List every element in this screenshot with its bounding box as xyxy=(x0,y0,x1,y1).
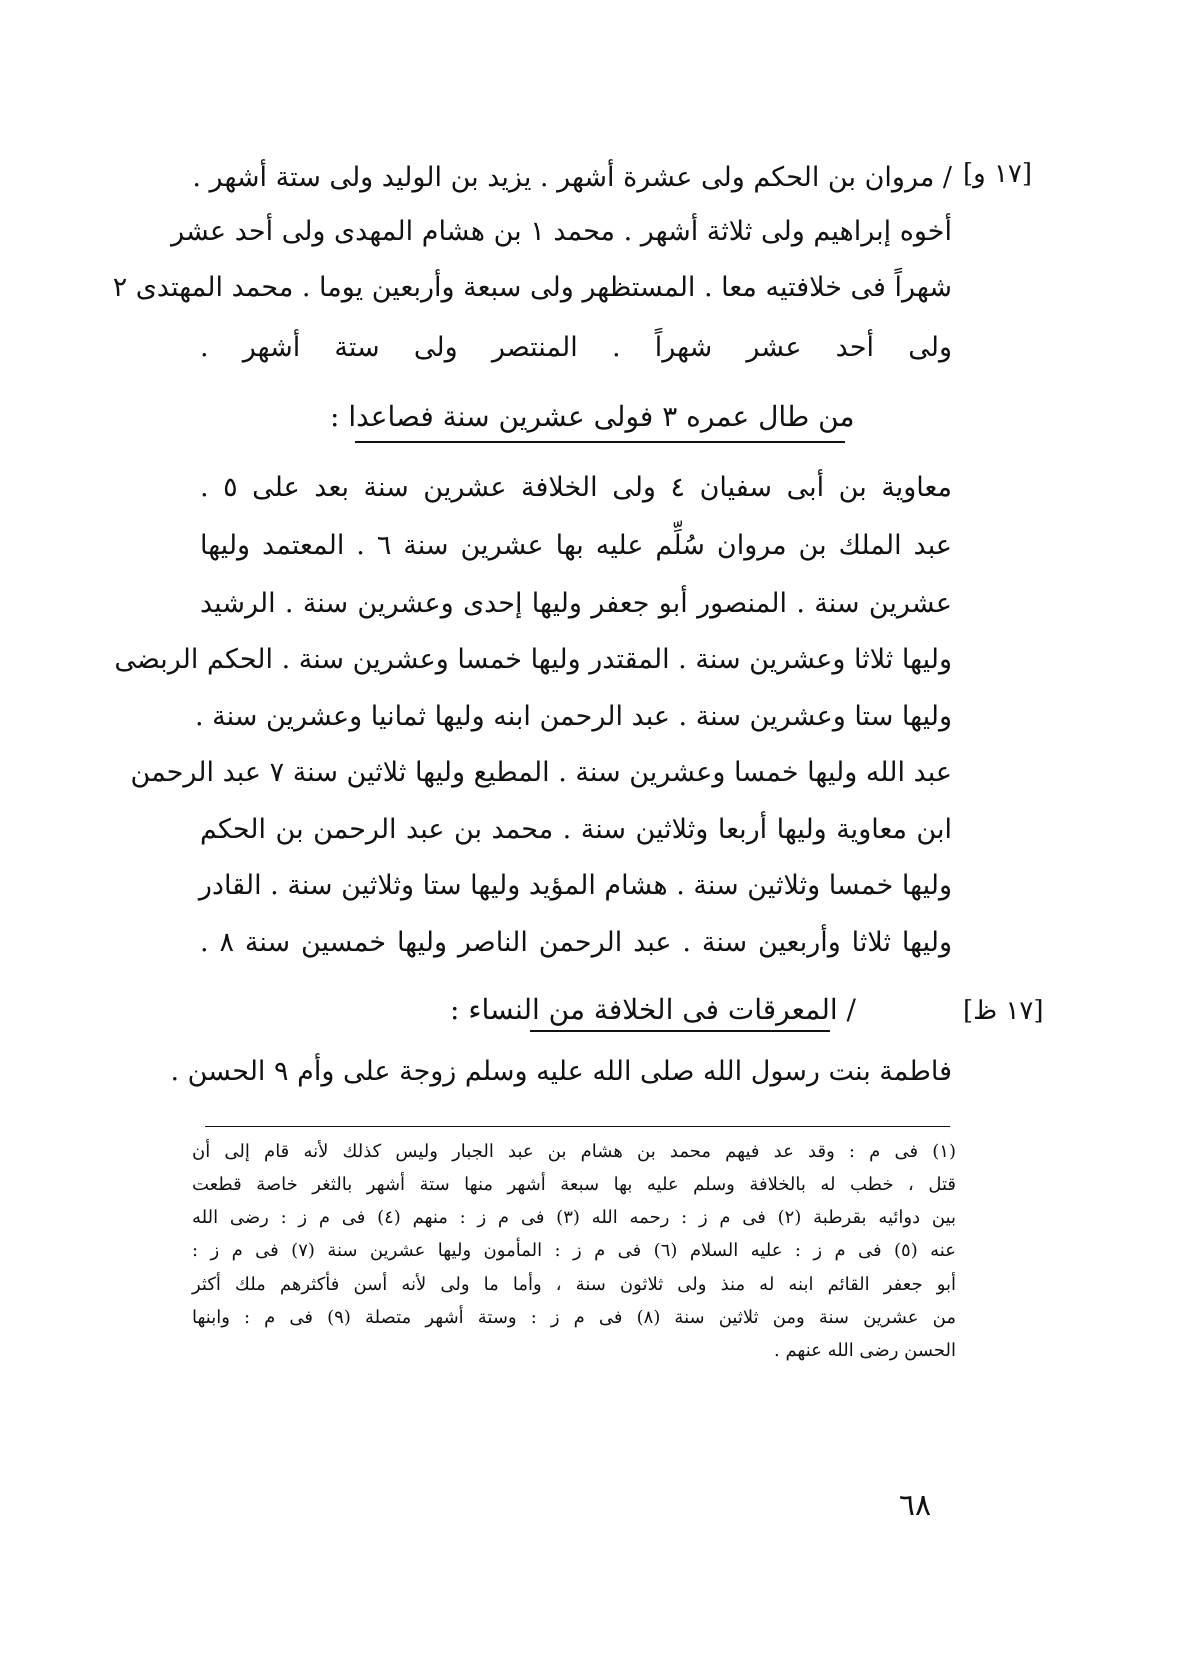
text-line: فاطمة بنت رسول الله صلى الله عليه وسلم زوجة على وأم ٩ الحسن . xyxy=(170,1056,952,1087)
text-line: ابن معاوية وليها أربعا وثلاثين سنة . محمد بن عبد الرحمن بن الحكم xyxy=(200,814,952,845)
footnote-line: من عشرين سنة ومن ثلاثين سنة (٨) فى م ز : وستة أشهر متصلة (٩) فى م : وابنها xyxy=(192,1307,956,1328)
text-line: أخوه إبراهيم ولى ثلاثة أشهر . محمد ١ بن هشام المهدى ولى أحد عشر xyxy=(171,216,952,247)
page-number: ٦٨ xyxy=(898,1488,932,1523)
text-line: عبد الملك بن مروان سُلِّم عليه بها عشرين سنة ٦ . المعتمد وليها xyxy=(200,530,952,561)
footnote-line: قتل ، خطب له بالخلافة وسلم عليه بها سبعة أشهر منها ستة أشهر بالثغر خاصة قطعت xyxy=(192,1174,956,1195)
footnote-line: بين دوائيه بقرطبة (٢) فى م ز : رحمه الله (٣) فى م ز : منهم (٤) فى م ز : رضى الله xyxy=(192,1207,957,1228)
section-heading: من طال عمره ٣ فولى عشرين سنة فصاعدا : xyxy=(330,400,855,433)
text-line: وليها خمسا وثلاثين سنة . هشام المؤيد وليها ستا وثلاثين سنة . القادر xyxy=(198,870,952,901)
text-line: وليها ستا وعشرين سنة . عبد الرحمن ابنه وليها ثمانيا وعشرين سنة . xyxy=(194,701,952,732)
text-line: ولى أحد عشر شهراً . المنتصر ولى ستة أشهر . xyxy=(200,332,952,363)
footnote-separator xyxy=(205,1126,950,1127)
text-line: / مروان بن الحكم ولى عشرة أشهر . يزيد بن الوليد ولى ستة أشهر . xyxy=(192,162,952,193)
text-line: عبد الله وليها خمسا وعشرين سنة . المطيع وليها ثلاثين سنة ٧ عبد الرحمن xyxy=(130,757,952,788)
margin-note-folio-17r: [١٧ و] xyxy=(963,159,1033,189)
heading-underline xyxy=(355,441,845,443)
footnote-line: الحسن رضى الله عنهم . xyxy=(774,1340,956,1361)
footnote-line: عنه (٥) فى م ز : عليه السلام (٦) فى م ز : المأمون وليها عشرين سنة (٧) فى م ز : xyxy=(192,1240,956,1261)
heading-underline xyxy=(530,1030,830,1032)
text-line: شهراً فى خلافتيه معا . المستظهر ولى سبعة وأربعين يوما . محمد المهتدى ٢ xyxy=(112,272,952,303)
section-heading: / المعرقات فى الخلافة من النساء : xyxy=(450,993,856,1026)
text-line: معاوية بن أبى سفيان ٤ ولى الخلافة عشرين سنة بعد على ٥ . xyxy=(200,472,952,503)
text-line: وليها ثلاثا وأربعين سنة . عبد الرحمن الناصر وليها خمسين سنة ٨ . xyxy=(200,927,952,958)
footnote-line: أبو جعفر القائم ابنه له منذ ولى ثلاثون سنة ، وأما ما ولى لأنه أسن فأكثرهم ملك أكثر xyxy=(192,1274,956,1295)
footnote-line: (١) فى م : وقد عد فيهم محمد بن هشام بن عبد الجبار وليس كذلك لأنه قام إلى أن xyxy=(192,1141,956,1162)
margin-note-folio-17v: [١٧ ظ] xyxy=(963,996,1044,1026)
text-line: وليها ثلاثا وعشرين سنة . المقتدر وليها خمسا وعشرين سنة . الحكم الربضى xyxy=(114,644,952,675)
text-line: عشرين سنة . المنصور أبو جعفر وليها إحدى وعشرين سنة . الرشيد xyxy=(200,588,952,619)
